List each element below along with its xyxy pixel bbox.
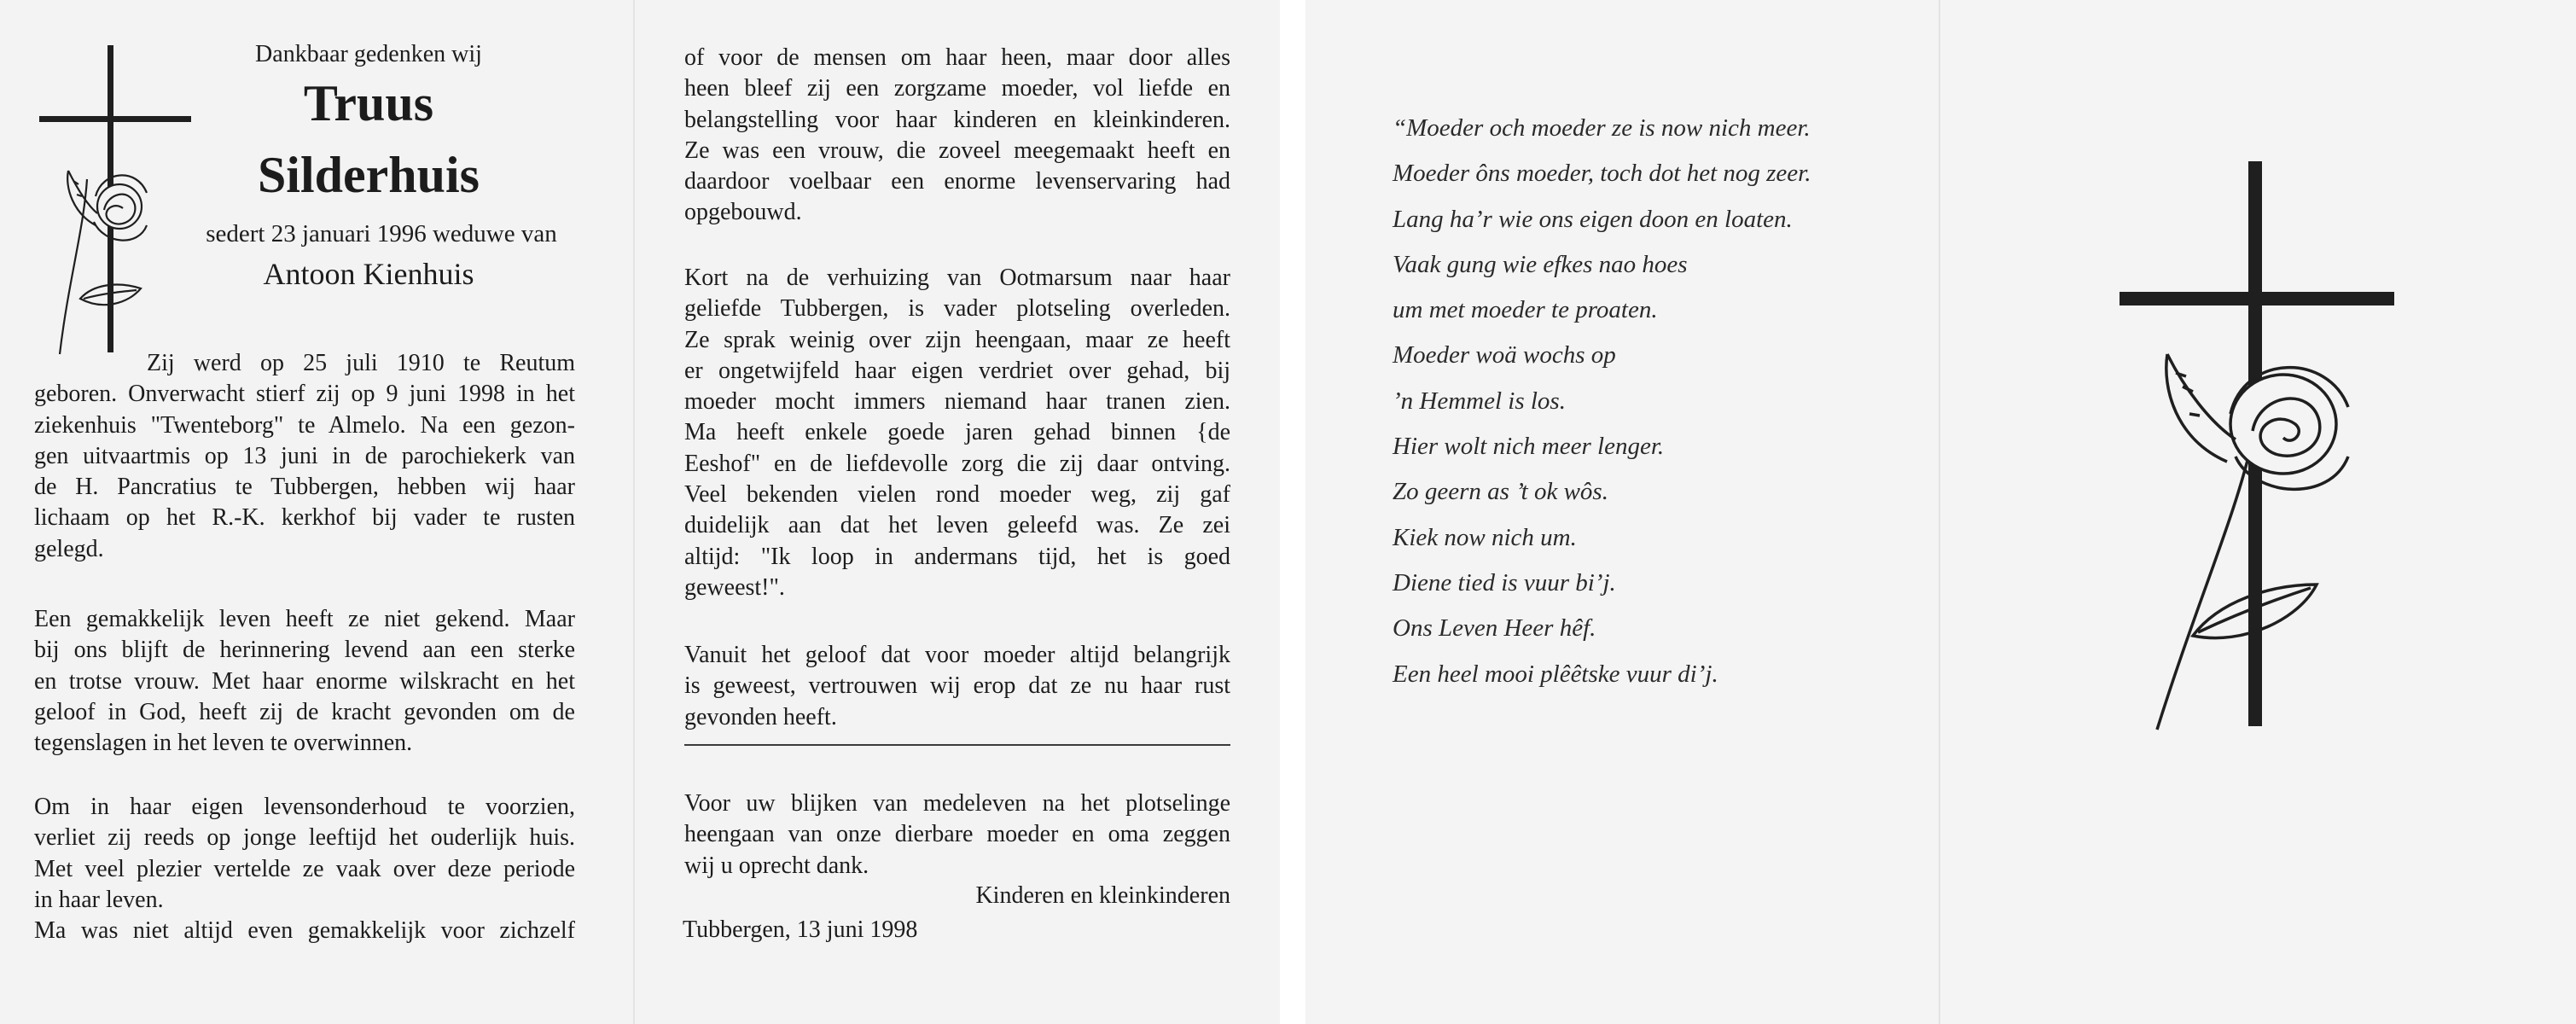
text-line: en trotse vrouw. Met haar enorme wilskracht en het <box>34 667 575 695</box>
text-line: verliet zij reeds op jonge leeftijd het ouderlijk huis. <box>34 824 575 852</box>
text-line: er ongetwijfeld haar eigen verdriet over gehad, bij <box>684 357 1230 384</box>
text-line: gevonden heeft. <box>684 703 837 730</box>
text-line: Veel bekenden vielen rond moeder weg, zij gaf <box>684 481 1230 509</box>
text-line: Met veel plezier vertelde ze vaak over deze periode <box>34 855 575 882</box>
text-line: in haar leven. <box>34 886 164 913</box>
text-line: gen uitvaartmis op 13 juni in de parochiekerk van <box>34 442 575 469</box>
text-line: Kort na de verhuizing van Ootmarsum naar haar <box>684 265 1230 291</box>
poem-line: Moeder ôns moeder, toch dot het nog zeer. <box>1393 160 1811 188</box>
poem-line: “Moeder och moeder ze is now nich meer. <box>1393 114 1811 142</box>
card-fold-line <box>1939 0 1940 1024</box>
text-line: Ze was een vrouw, die zoveel meegemaakt heeft en <box>684 137 1230 164</box>
paragraph-tubbergen <box>684 263 1230 603</box>
text-line: Een gemakkelijk leven heeft ze niet gekend. Maar <box>34 606 575 632</box>
last-name: Silderhuis <box>257 147 480 203</box>
text-line: de H. Pancratius te Tubbergen, hebben wij haar <box>34 474 575 501</box>
text-line: geloof in God, heeft zij de kracht gevonden om de <box>34 698 575 725</box>
text-line: Vanuit het geloof dat voor moeder altijd belangrijk <box>684 642 1230 668</box>
text-line: geboren. Onverwacht stierf zij op 9 juni 1998 in het <box>34 381 575 408</box>
text-line: Om in haar eigen levensonderhoud te voorzien, <box>34 794 575 820</box>
text-line: geliefde Tubbergen, is vader plotseling overleden. <box>684 295 1230 323</box>
text-line: heen bleef zij een zorgzame moeder, vol liefde en <box>684 75 1230 102</box>
paragraph-birth-death <box>34 348 575 565</box>
text-line: tegenslagen in het leven te overwinnen. <box>34 730 413 757</box>
text-line: of voor de mensen om haar heen, maar door alles <box>684 44 1230 71</box>
text-line: Voor uw blijken van medeleven na het plotselinge <box>684 790 1230 817</box>
poem-line: Kiek now nich um. <box>1393 523 1577 551</box>
text-line: belangstelling voor haar kinderen en kleinkinderen. <box>684 106 1230 133</box>
poem-line: ’n Hemmel is los. <box>1393 387 1566 415</box>
first-name: Truus <box>303 75 434 131</box>
paragraph-caring-mother <box>684 43 1230 229</box>
text-line: geweest!". <box>684 573 785 601</box>
signature: Kinderen en kleinkinderen <box>975 882 1230 909</box>
text-line: wij u oprecht dank. <box>684 852 869 879</box>
text-line: bij ons blijft de herinnering levend aan een sterke <box>34 637 575 664</box>
text-line: Zij werd op 25 juli 1910 te Reutum <box>147 350 575 376</box>
poem-line: Zo geern as ’t ok wôs. <box>1393 478 1608 506</box>
dialect-poem <box>1393 106 1811 697</box>
poem-line: Diene tied is vuur bi’j. <box>1393 568 1616 596</box>
text-line: heengaan van onze dierbare moeder en oma zeggen <box>684 821 1230 848</box>
poem-line: Moeder woä wochs op <box>1393 341 1616 369</box>
text-line: duidelijk aan dat het leven geleefd was. Ze zei <box>684 512 1230 539</box>
widow-line: sedert 23 januari 1996 weduwe van <box>206 220 557 247</box>
paragraph-strong-woman <box>34 604 575 759</box>
text-line: lichaam op het R.-K. kerkhof bij vader te rusten <box>34 504 575 532</box>
cross-with-rose-icon <box>2116 158 2398 738</box>
text-line: altijd: "Ik loop in andermans tijd, het is goed <box>684 543 1230 570</box>
paragraph-thanks <box>684 788 1230 881</box>
place-date: Tubbergen, 13 juni 1998 <box>683 916 918 943</box>
poem-line: Een heel mooi plêêtske vuur di’j. <box>1393 660 1718 688</box>
paragraph-faith <box>684 640 1230 733</box>
text-line: gelegd. <box>34 535 104 562</box>
paragraph-early-life <box>34 792 575 946</box>
text-line: Eeshof" en de liefdevolle zorg die zij daar ontving. <box>684 450 1230 477</box>
cross-with-rose-icon <box>34 43 205 358</box>
poem-line: Lang ha’r wie ons eigen doon en loaten. <box>1393 205 1793 233</box>
text-line: Ma was niet altijd even gemakkelijk voor zichzelf <box>34 917 575 945</box>
husband-name: Antoon Kienhuis <box>263 257 474 291</box>
poem-line: Vaak gung wie efkes nao hoes <box>1393 250 1688 278</box>
text-line: ziekenhuis "Twenteborg" te Almelo. Na een gezon- <box>34 411 575 439</box>
text-line: Ze sprak weinig over zijn heengaan, maar ze heeft <box>684 326 1230 353</box>
poem-line: um met moeder te proaten. <box>1393 296 1658 324</box>
text-line: is geweest, vertrouwen wij erop dat ze nu haar rust <box>684 672 1230 700</box>
text-line: daardoor voelbaar een enorme levenservaring had <box>684 168 1230 195</box>
card-fold-line <box>633 0 635 1024</box>
poem-line: Ons Leven Heer hêf. <box>1393 614 1596 643</box>
poem-line: Hier wolt nich meer lenger. <box>1393 433 1665 461</box>
text-line: opgebouwd. <box>684 199 802 226</box>
intro-line: Dankbaar gedenken wij <box>255 41 482 67</box>
text-line: Ma heeft enkele goede jaren gehad binnen {de <box>684 419 1230 446</box>
divider-line <box>684 744 1230 746</box>
text-line: moeder mocht immers niemand haar tranen zien. <box>684 388 1230 416</box>
